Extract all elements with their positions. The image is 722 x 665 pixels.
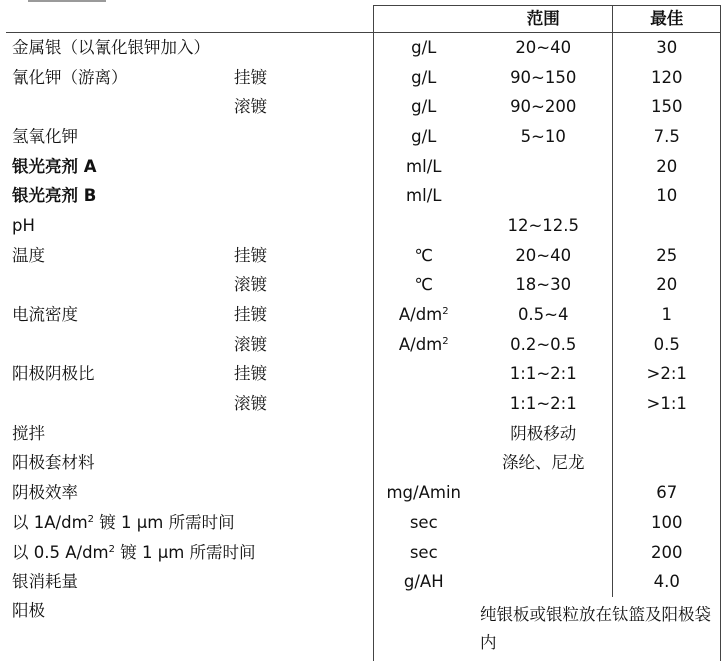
unit-cell: g/L [411, 97, 437, 117]
param-label: pH [12, 215, 35, 235]
param-cell [6, 419, 373, 449]
table-row [6, 241, 721, 271]
table-row [6, 33, 721, 63]
table-row [6, 63, 721, 93]
table-row [6, 389, 721, 419]
sub-label: 滚镀 [234, 97, 267, 117]
best-cell [613, 449, 721, 479]
param-label: 温度 [12, 245, 45, 265]
param-cell [6, 567, 373, 597]
best-cell: 0.5 [613, 330, 721, 360]
unit-cell: $A/dm^2$ [398, 334, 449, 354]
best-cell: 1 [613, 300, 721, 330]
param-cell [6, 211, 373, 241]
header-range: 范围 [474, 6, 613, 33]
plating-parameters-table [6, 5, 721, 661]
param-cell [6, 300, 373, 330]
best-cell: 120 [613, 63, 721, 93]
table-row [6, 478, 721, 508]
sub-label: 滚镀 [234, 394, 267, 414]
best-cell: 4.0 [613, 567, 721, 597]
unit-cell: ml/L [406, 186, 442, 206]
param-cell [6, 63, 373, 93]
table-row [6, 567, 721, 597]
best-cell: >2:1 [613, 360, 721, 390]
param-cell [6, 597, 373, 661]
table-row [6, 271, 721, 301]
param-label: 阳极套材料 [12, 453, 95, 473]
range-cell [474, 538, 613, 568]
unit-cell [373, 389, 474, 419]
param-cell [6, 152, 373, 182]
table-row [6, 92, 721, 122]
param-cell [6, 271, 373, 301]
range-cell [474, 152, 613, 182]
table-row [6, 449, 721, 479]
table-row [6, 300, 721, 330]
sub-label: 挂镀 [234, 305, 267, 325]
param-label: 以 0.5 $A/dm^2$ 镀 1 μm 所需时间 [12, 542, 256, 562]
param-label: 电流密度 [12, 305, 78, 325]
sub-label: 滚镀 [234, 275, 267, 295]
range-cell: 18~30 [515, 275, 572, 295]
range-cell: 90~150 [510, 67, 577, 87]
table-row [6, 538, 721, 568]
best-cell: 25 [613, 241, 721, 271]
range-cell: 1:1~2:1 [509, 364, 577, 384]
unit-cell: sec [409, 542, 438, 562]
param-cell [6, 538, 373, 568]
header-best: 最佳 [613, 6, 721, 33]
param-cell [6, 389, 373, 419]
param-cell [6, 122, 373, 152]
range-cell [474, 567, 613, 597]
best-cell: 20 [613, 271, 721, 301]
param-label: 银光亮剂 A [12, 156, 97, 176]
table-row [6, 508, 721, 538]
unit-cell: ml/L [406, 156, 442, 176]
param-cell [6, 33, 373, 63]
range-cell: 20~40 [515, 245, 572, 265]
best-cell: 10 [613, 181, 721, 211]
param-cell [6, 241, 373, 271]
param-cell [6, 181, 373, 211]
param-label: 以 $1A/dm^2$ 镀 1 μm 所需时间 [12, 512, 235, 532]
table-row [6, 181, 721, 211]
sub-label: 挂镀 [234, 364, 267, 384]
param-label: 氰化钾（游离） [12, 67, 128, 87]
table-row [6, 360, 721, 390]
unit-cell: g/L [411, 67, 437, 87]
param-label: 阴极效率 [12, 483, 78, 503]
range-cell: 0.2~0.5 [510, 334, 577, 354]
unit-cell: ℃ [414, 245, 434, 265]
unit-cell [373, 419, 474, 449]
sub-label: 挂镀 [234, 245, 267, 265]
best-cell: 67 [613, 478, 721, 508]
param-cell [6, 478, 373, 508]
anode-description: 纯银板或银粒放在钛篮及阳极袋内 [474, 597, 721, 661]
unit-cell: ℃ [414, 275, 434, 295]
best-cell: 7.5 [613, 122, 721, 152]
unit-cell: g/L [411, 126, 437, 146]
range-cell [474, 181, 613, 211]
best-cell [613, 419, 721, 449]
range-cell: 涤纶、尼龙 [501, 453, 585, 473]
param-label: 阳极 [12, 601, 45, 621]
param-label: 搅拌 [12, 423, 45, 443]
unit-cell [373, 597, 474, 661]
best-cell: 100 [613, 508, 721, 538]
best-cell: 200 [613, 538, 721, 568]
range-cell: 阴极移动 [510, 423, 577, 443]
table-row [6, 152, 721, 182]
header-unit-cell [373, 6, 474, 33]
unit-cell: g/AH [403, 572, 444, 592]
unit-cell [373, 360, 474, 390]
param-cell [6, 449, 373, 479]
unit-cell: $A/dm^2$ [398, 305, 449, 325]
range-cell [474, 478, 613, 508]
best-cell: 30 [613, 33, 721, 63]
param-cell [6, 92, 373, 122]
unit-cell [373, 449, 474, 479]
sub-label: 滚镀 [234, 334, 267, 354]
range-cell: 1:1~2:1 [509, 394, 577, 414]
unit-cell [373, 211, 474, 241]
header-param-cell [6, 6, 373, 33]
unit-cell: mg/Amin [386, 483, 461, 503]
param-cell [6, 360, 373, 390]
param-label: 阳极阴极比 [12, 364, 95, 384]
table-row [6, 419, 721, 449]
range-cell: 5~10 [520, 126, 566, 146]
range-cell [474, 508, 613, 538]
table-row-anode [6, 597, 721, 661]
best-cell: >1:1 [613, 389, 721, 419]
unit-cell: sec [409, 512, 438, 532]
top-rule [28, 0, 106, 2]
table-row [6, 122, 721, 152]
table-row [6, 211, 721, 241]
range-cell: 20~40 [515, 37, 572, 57]
param-label: 银光亮剂 B [12, 186, 97, 206]
param-label: 金属银（以氰化银钾加入） [12, 37, 210, 57]
param-cell [6, 330, 373, 360]
best-cell: 150 [613, 92, 721, 122]
param-cell [6, 508, 373, 538]
unit-cell: g/L [411, 37, 437, 57]
best-cell: 20 [613, 152, 721, 182]
range-cell: 12~12.5 [507, 215, 580, 235]
param-label: 氢氧化钾 [12, 126, 78, 146]
range-cell: 90~200 [510, 97, 577, 117]
sub-label: 挂镀 [234, 67, 267, 87]
table-row [6, 330, 721, 360]
param-label: 银消耗量 [12, 572, 78, 592]
header-row [6, 6, 721, 33]
range-cell: 0.5~4 [517, 305, 569, 325]
best-cell [613, 211, 721, 241]
